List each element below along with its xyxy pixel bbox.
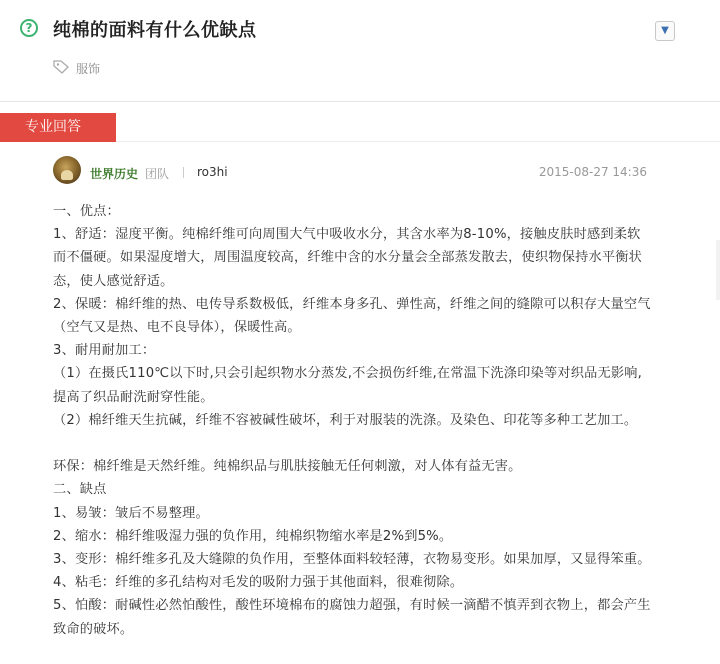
answer-paragraph: 1、易皱：皱后不易整理。 xyxy=(53,505,209,521)
blank-line xyxy=(53,432,653,455)
answer-paragraph: 二、缺点 xyxy=(53,482,107,498)
tag-icon xyxy=(53,60,69,74)
answer-paragraph: 4、粘毛：纤维的多孔结构对毛发的吸附力强于其他面料，很难彻除。 xyxy=(53,575,464,591)
team-badge: 团队 xyxy=(145,167,170,181)
answer-paragraph: 5、怕酸：耐碱性必然怕酸性，酸性环境棉布的腐蚀力超强，有时候一滴醋不慎弄到衣物上，都会产生致命的破坏。 xyxy=(53,598,651,637)
answer-paragraph: 2、保暖：棉纤维的热、电传导系数极低，纤维本身多孔、弹性高，纤维之间的缝隙可以积存大量空气（空气又是热、电不良导体），保暖性高。 xyxy=(53,296,651,336)
answer-paragraph: 3、耐用耐加工： xyxy=(53,343,156,359)
tag-label: 服饰 xyxy=(76,62,101,76)
answer-paragraph: 1、舒适：湿度平衡。纯棉纤维可向周围大气中吸收水分，其含水率为8-10%，接触皮肤时感到柔软而不僵硬。如果湿度增大，周围温度较高，纤维中含的水分量会全部蒸发散去，使织物保持水平衡状态，使人感觉舒适。 xyxy=(53,227,643,289)
scrollbar[interactable] xyxy=(716,240,720,300)
chevron-down-icon: ▼ xyxy=(661,25,669,36)
answer-body xyxy=(53,200,653,641)
answer-paragraph: （1）在摄氏110℃以下时,只会引起织物水分蒸发,不会损伤纤维,在常温下洗涤印染等对织品无影响,提高了织品耐洗耐穿性能。 xyxy=(53,366,643,405)
section-header: 专业回答 xyxy=(0,113,116,142)
answer-paragraph: 3、变形：棉纤维多孔及大缝隙的负作用，至整体面料较轻薄，衣物易变形。如果加厚，又显得笨重。 xyxy=(53,552,651,568)
question-title: 纯棉的面料有什么优缺点 xyxy=(53,20,257,41)
username[interactable]: ro3hi xyxy=(197,165,228,179)
collapse-toggle-button[interactable] xyxy=(655,21,675,41)
avatar[interactable] xyxy=(53,156,81,184)
answer-paragraph: 一、优点： xyxy=(53,204,120,219)
answer-timestamp: 2015-08-27 14:36 xyxy=(538,165,647,179)
divider xyxy=(0,101,720,102)
answer-paragraph: 2、缩水：棉纤维吸湿力强的负作用，纯棉织物缩水率是2%到5%。 xyxy=(53,528,453,544)
author-name[interactable]: 世界历史 xyxy=(90,167,139,181)
question-circle-icon: ? xyxy=(20,19,38,37)
section-divider xyxy=(116,141,720,142)
answer-paragraph: （2）棉纤维天生抗碱，纤维不容被碱性破坏，利于对服装的洗涤。及染色、印花等多种工艺加工。 xyxy=(53,412,638,428)
meta-separator xyxy=(183,167,184,178)
answer-paragraph: 环保：棉纤维是天然纤维。纯棉织品与肌肤接触无任何刺激，对人体有益无害。 xyxy=(53,459,522,475)
